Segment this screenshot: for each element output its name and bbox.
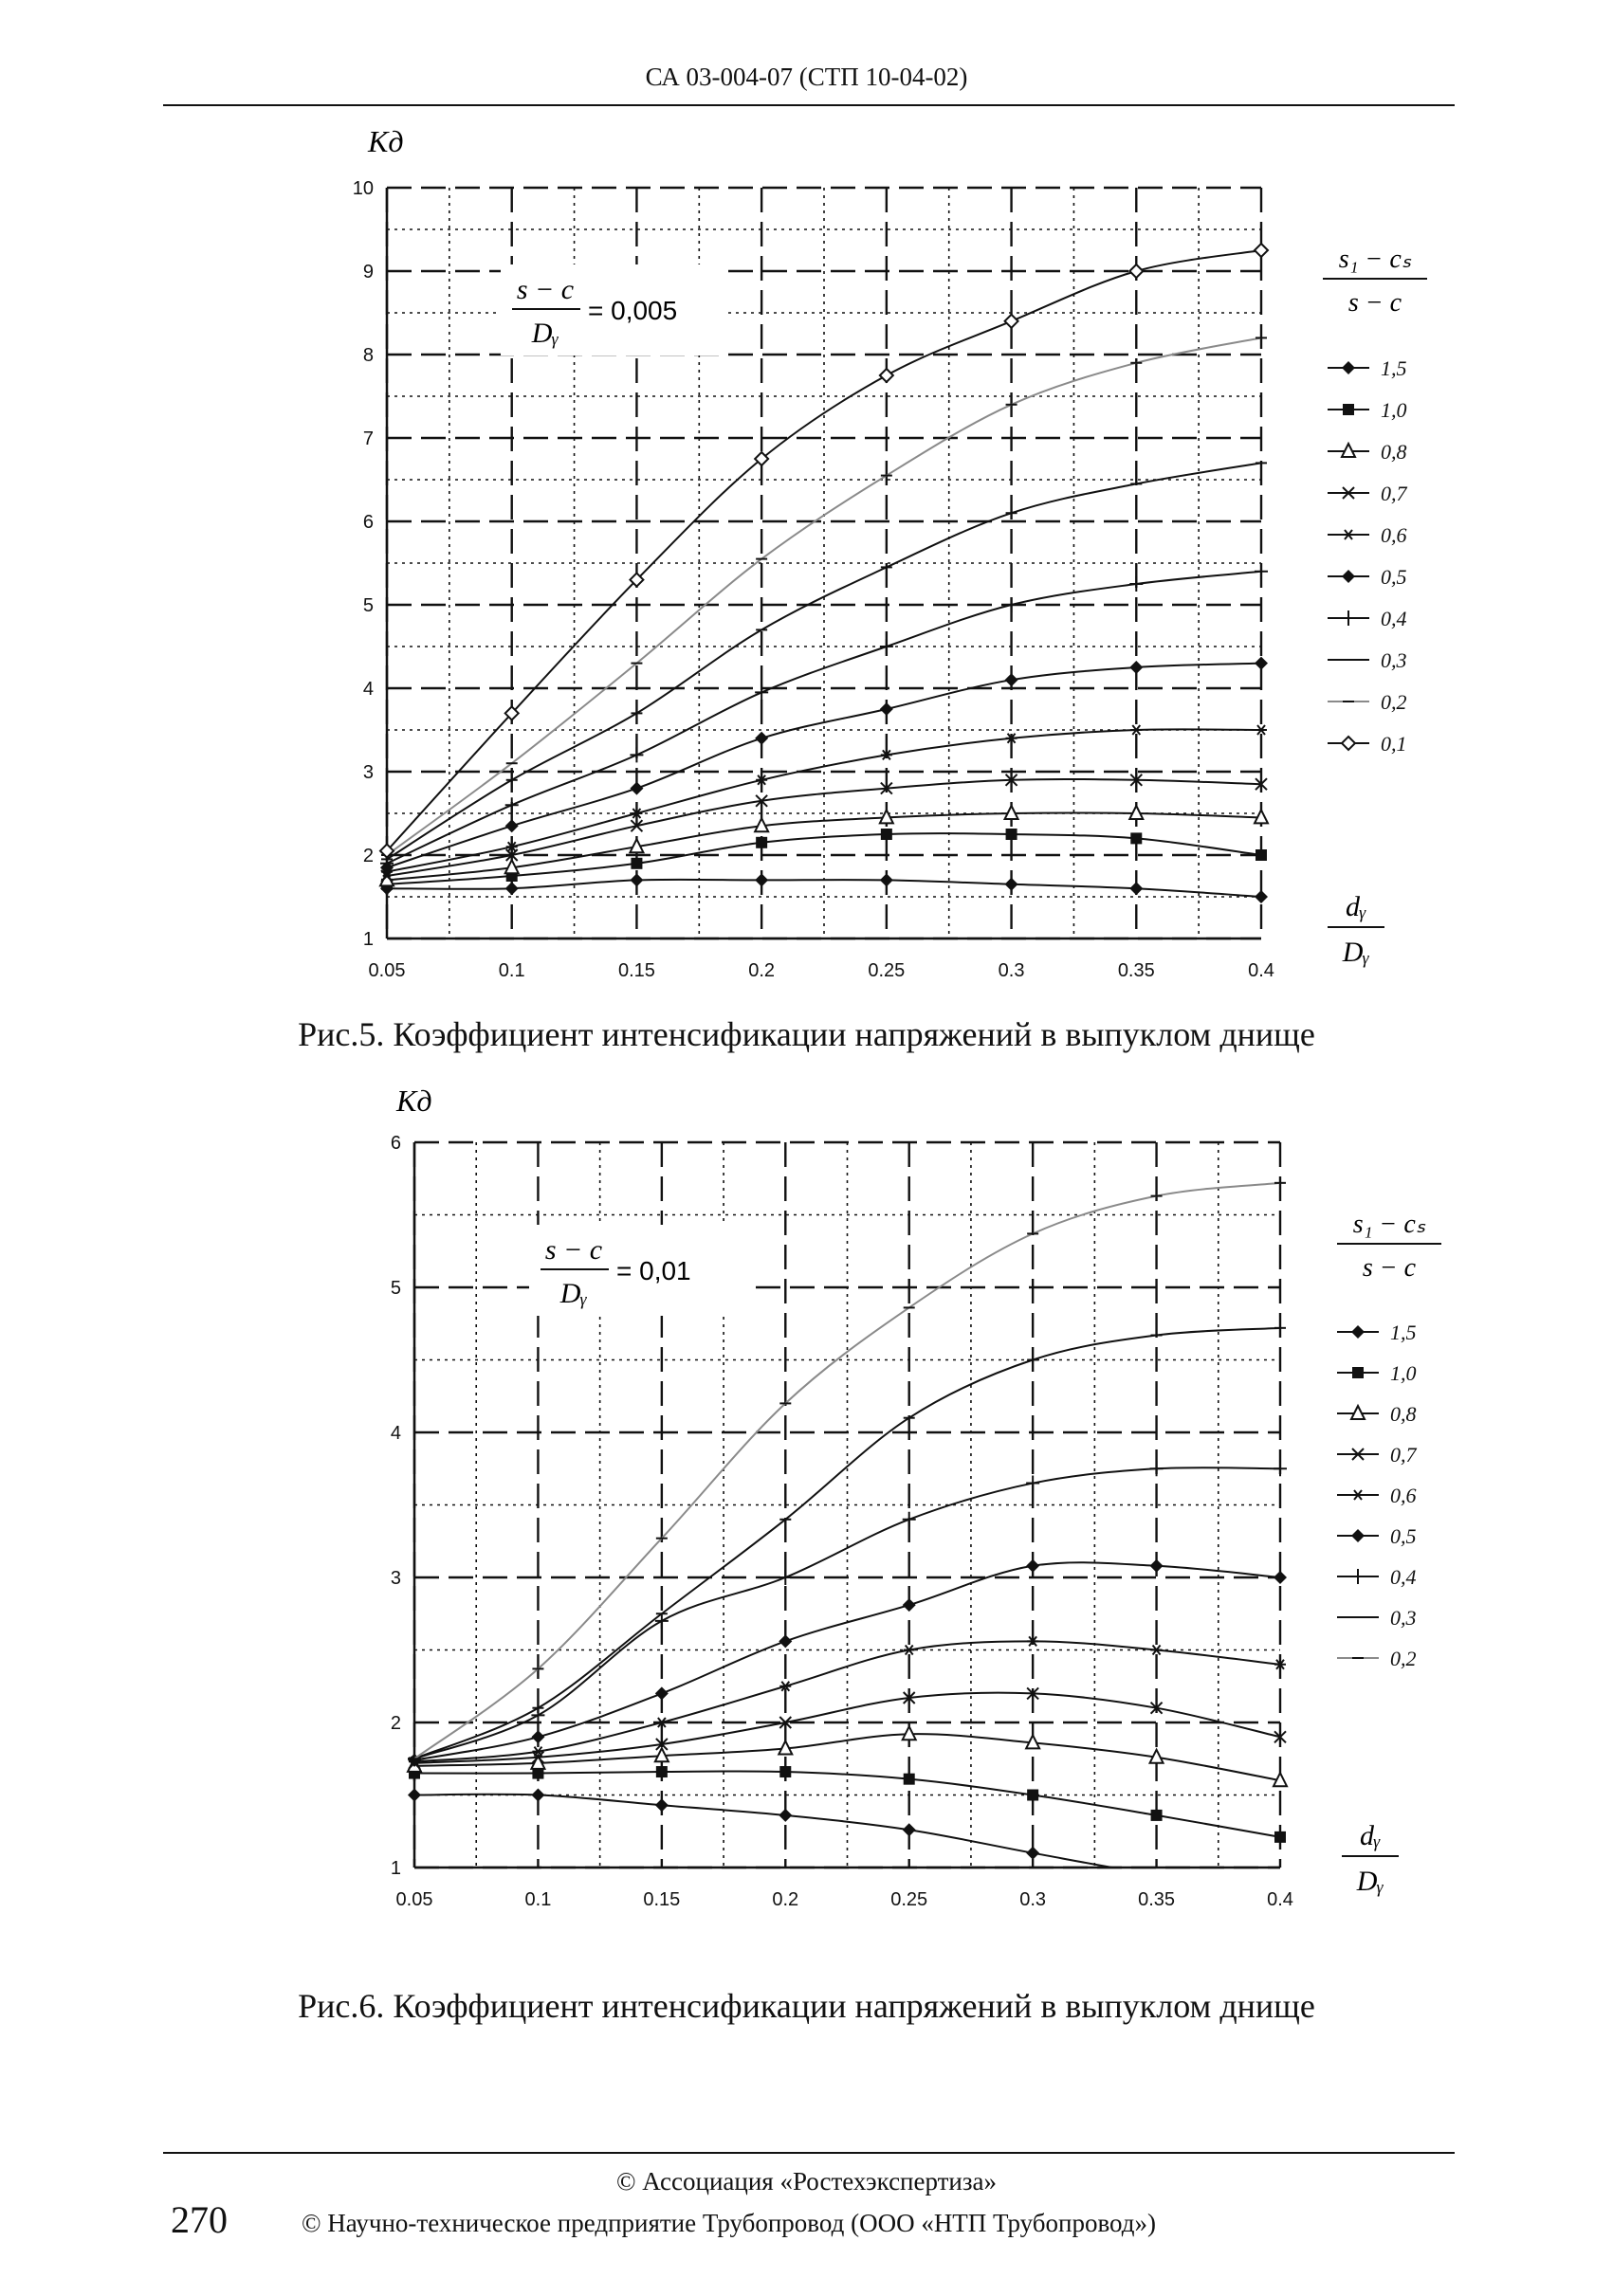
- chart-fig6-svg: [0, 1081, 1613, 1934]
- data-point: [655, 1686, 669, 1700]
- y-tick-label: 4: [362, 679, 374, 700]
- x-tick-label: 0.4: [1248, 960, 1274, 981]
- annotation-value: = 0,01: [616, 1256, 691, 1285]
- header-rule: [163, 104, 1455, 106]
- page-header: СА 03-004-07 (СТП 10-04-02): [645, 63, 968, 91]
- x-axis-label-numerator: dᵧ: [1346, 891, 1366, 922]
- data-point: [881, 829, 892, 840]
- legend-label: 0,2: [1390, 1647, 1417, 1670]
- y-tick-label: 1: [362, 929, 374, 950]
- data-point: [408, 1789, 421, 1802]
- legend-marker: [1343, 530, 1354, 539]
- x-tick-label: 0.25: [868, 960, 906, 981]
- legend-marker: [1351, 1569, 1365, 1584]
- legend-label: 1,5: [1381, 356, 1407, 380]
- data-point: [630, 747, 643, 762]
- legend-marker: [1342, 570, 1355, 583]
- y-tick-label: 3: [390, 1568, 401, 1589]
- legend-label: 0,7: [1381, 482, 1407, 505]
- data-point: [505, 882, 519, 895]
- data-point: [1274, 1831, 1286, 1843]
- x-tick-label: 0.3: [998, 960, 1025, 981]
- y-tick-label: 6: [390, 1133, 401, 1154]
- data-point: [1255, 890, 1268, 903]
- x-tick-label: 0.3: [1019, 1889, 1047, 1910]
- data-point: [505, 819, 519, 832]
- data-point: [1274, 1571, 1287, 1584]
- legend-marker: [1351, 1529, 1365, 1542]
- data-point: [1129, 661, 1143, 674]
- data-point: [903, 1823, 916, 1836]
- annotation-denominator: Dᵧ: [559, 1278, 588, 1309]
- data-point: [1256, 725, 1267, 735]
- y-tick-label: 2: [362, 846, 374, 866]
- x-tick-label: 0.25: [890, 1889, 928, 1910]
- annotation-value: = 0,005: [588, 296, 678, 325]
- data-point: [531, 1789, 544, 1802]
- legend-label: 0,8: [1390, 1402, 1417, 1426]
- x-axis-label-denominator: Dᵧ: [1356, 1866, 1384, 1897]
- y-tick-label: 9: [362, 262, 374, 282]
- x-tick-label: 0.15: [643, 1889, 681, 1910]
- legend-marker: [1352, 1490, 1364, 1500]
- page-number: 270: [171, 2198, 228, 2241]
- x-tick-label: 0.05: [368, 960, 406, 981]
- data-point: [1005, 673, 1018, 686]
- legend-label: 0,6: [1381, 523, 1407, 547]
- data-point: [1151, 1810, 1163, 1821]
- y-tick-label: 5: [362, 595, 374, 616]
- footer-rule: [163, 2152, 1455, 2154]
- data-point: [1150, 1461, 1164, 1476]
- y-tick-label: 5: [390, 1278, 401, 1299]
- legend-marker: [1343, 404, 1354, 415]
- data-point: [630, 782, 643, 795]
- data-point: [880, 639, 893, 654]
- data-point: [505, 797, 519, 812]
- y-tick-label: 4: [390, 1423, 401, 1444]
- legend-marker: [1351, 1325, 1365, 1339]
- legend-title-denominator: s − c: [1362, 1253, 1417, 1283]
- data-point: [1026, 1847, 1039, 1860]
- legend-label: 1,0: [1381, 398, 1407, 422]
- data-point: [655, 1613, 669, 1629]
- y-tick-label: 7: [362, 428, 374, 449]
- y-tick-label: 2: [390, 1713, 401, 1734]
- footer-copyright-2: © Научно-техническое предприятие Трубопровод (ООО «НТП Трубопровод»): [302, 2209, 1157, 2237]
- y-tick-label: 10: [352, 178, 374, 199]
- data-point: [655, 1798, 669, 1812]
- legend-label: 0,7: [1390, 1443, 1417, 1467]
- legend-title-numerator: s₁ − cₛ: [1352, 1210, 1426, 1239]
- data-point: [755, 732, 768, 745]
- data-point: [880, 702, 893, 716]
- data-point: [880, 873, 893, 886]
- data-point: [1026, 1559, 1039, 1573]
- annotation-denominator: Dᵧ: [531, 318, 559, 349]
- figure-5-caption: Рис.5. Коэффициент интенсификации напряжений в выпуклом днище: [298, 1015, 1315, 1053]
- legend-label: 0,4: [1390, 1565, 1417, 1589]
- legend-title-denominator: s − c: [1347, 288, 1402, 318]
- data-point: [1026, 1476, 1039, 1491]
- legend-label: 0,5: [1390, 1524, 1417, 1548]
- legend-label: 0,1: [1381, 732, 1407, 756]
- series-line-0-8: [387, 812, 1261, 880]
- data-point: [1129, 882, 1143, 895]
- data-point: [631, 858, 642, 869]
- data-point: [1255, 657, 1268, 670]
- data-point: [903, 1512, 916, 1527]
- chart-fig6: [0, 1081, 1613, 1934]
- x-tick-label: 0.4: [1267, 1889, 1293, 1910]
- data-point: [1150, 1559, 1164, 1573]
- legend-label: 0,6: [1390, 1484, 1417, 1507]
- data-point: [1005, 315, 1018, 328]
- x-tick-label: 0.35: [1117, 960, 1155, 981]
- data-point: [779, 1809, 792, 1822]
- legend-marker: [1342, 737, 1355, 750]
- data-point: [779, 1570, 792, 1585]
- x-tick-label: 0.1: [498, 960, 525, 981]
- figure-6-caption: Рис.6. Коэффициент интенсификации напряжений в выпуклом днище: [298, 1987, 1315, 2025]
- x-tick-label: 0.15: [617, 960, 655, 981]
- x-axis-label-numerator: dᵧ: [1360, 1820, 1381, 1851]
- data-point: [656, 1766, 668, 1777]
- data-point: [1027, 1790, 1038, 1801]
- legend-title-numerator: s₁ − cₛ: [1338, 245, 1412, 274]
- data-point: [880, 369, 893, 382]
- data-point: [904, 1774, 915, 1785]
- chart-fig5-svg: [0, 114, 1613, 1005]
- data-point: [630, 873, 643, 886]
- legend-label: 0,8: [1381, 440, 1407, 464]
- data-point: [1274, 1461, 1287, 1476]
- data-point: [1006, 829, 1017, 840]
- data-point: [755, 873, 768, 886]
- data-point: [1256, 849, 1267, 861]
- legend-label: 0,3: [1390, 1606, 1417, 1630]
- y-tick-label: 1: [390, 1858, 401, 1879]
- chart-fig5: [0, 114, 1613, 1005]
- data-point: [1130, 832, 1142, 844]
- data-point: [1005, 597, 1018, 612]
- y-tick-label: 6: [362, 512, 374, 533]
- data-point: [1129, 576, 1143, 592]
- legend-label: 0,5: [1381, 565, 1407, 589]
- legend-label: 1,0: [1390, 1361, 1417, 1385]
- x-tick-label: 0.05: [395, 1889, 433, 1910]
- data-point: [904, 1646, 915, 1655]
- data-point: [1005, 878, 1018, 891]
- x-tick-label: 0.1: [524, 1889, 552, 1910]
- legend-label: 0,2: [1381, 690, 1407, 714]
- legend-label: 0,3: [1381, 648, 1407, 672]
- data-point: [903, 1598, 916, 1612]
- y-axis-label: Kд: [396, 1084, 432, 1118]
- data-point: [779, 1766, 791, 1777]
- legend-label: 1,5: [1390, 1321, 1417, 1344]
- data-point: [1151, 1646, 1163, 1655]
- y-axis-label: Kд: [368, 124, 404, 158]
- data-point: [1130, 725, 1142, 735]
- data-point: [779, 1634, 792, 1648]
- x-tick-label: 0.2: [748, 960, 776, 981]
- footer-copyright-1: © Ассоциация «Ростехэкспертиза»: [615, 2167, 998, 2196]
- data-point: [1129, 264, 1143, 278]
- data-point: [1255, 244, 1268, 257]
- legend-label: 0,4: [1381, 607, 1407, 630]
- annotation-numerator: s − c: [544, 1234, 603, 1266]
- x-axis-label-denominator: Dᵧ: [1342, 937, 1370, 968]
- data-point: [756, 837, 767, 848]
- x-tick-label: 0.2: [772, 1889, 799, 1910]
- y-tick-label: 3: [362, 762, 374, 783]
- annotation-numerator: s − c: [516, 274, 575, 305]
- legend-marker: [1352, 1367, 1364, 1378]
- legend-marker: [1342, 361, 1355, 374]
- x-tick-label: 0.35: [1138, 1889, 1176, 1910]
- y-tick-label: 8: [362, 345, 374, 366]
- legend-marker: [1342, 610, 1355, 626]
- data-point: [531, 1730, 544, 1743]
- data-point: [1255, 564, 1268, 579]
